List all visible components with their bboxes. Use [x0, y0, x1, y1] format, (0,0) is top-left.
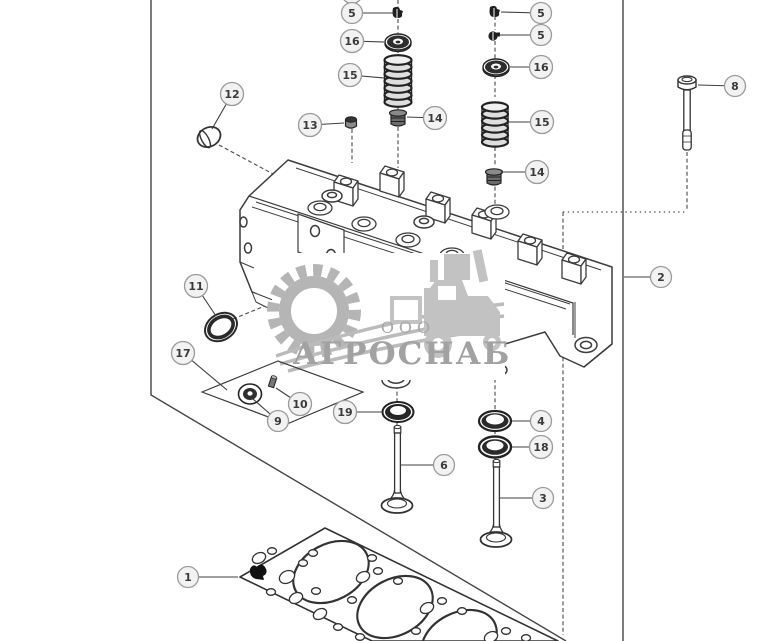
head-gasket-part	[240, 528, 558, 641]
valve-stem-seal-part	[486, 169, 503, 185]
callout-8	[698, 76, 746, 97]
callout-11	[185, 275, 217, 317]
callout-14	[407, 107, 447, 130]
cup-plug-part	[194, 123, 224, 151]
svg-text:13: 13	[302, 118, 318, 132]
pin-part	[268, 375, 277, 388]
callout-12	[212, 83, 244, 130]
svg-text:9: 9	[274, 414, 282, 428]
svg-text:6: 6	[440, 458, 448, 472]
callout-14	[501, 161, 549, 184]
spring-retainer-part	[385, 34, 411, 52]
svg-text:8: 8	[731, 79, 739, 93]
svg-text:1: 1	[184, 570, 192, 584]
svg-text:11: 11	[188, 279, 204, 293]
callout-18	[512, 436, 553, 459]
washer-part	[479, 437, 511, 458]
callout-2	[624, 267, 672, 288]
svg-text:14: 14	[529, 165, 545, 179]
svg-text:15: 15	[342, 68, 358, 82]
valve-keeper-part	[490, 6, 501, 17]
spring-retainer-part	[483, 59, 509, 77]
callout-3	[499, 488, 554, 509]
callout-1	[178, 567, 239, 588]
valve-spring-part	[482, 102, 508, 146]
grommet-part	[239, 384, 262, 404]
callout-15	[509, 111, 554, 134]
callout-6	[400, 455, 455, 476]
callout-5	[499, 25, 552, 46]
callout-5	[501, 3, 552, 24]
callout-5	[342, 3, 395, 24]
svg-text:19: 19	[337, 405, 353, 419]
svg-text:12: 12	[224, 87, 240, 101]
valve-spring-part	[385, 55, 412, 107]
svg-text:14: 14	[427, 111, 443, 125]
watermark	[272, 249, 511, 380]
svg-text:10: 10	[292, 397, 308, 411]
svg-text:5: 5	[348, 6, 356, 20]
svg-text:3: 3	[539, 491, 547, 505]
callout-16	[510, 56, 553, 79]
svg-text:16: 16	[533, 60, 549, 74]
svg-text:5: 5	[537, 6, 545, 20]
svg-text:18: 18	[533, 440, 549, 454]
valve-stem-seal-part	[390, 110, 407, 126]
callout-13	[299, 114, 345, 137]
valve-rotator-part	[383, 402, 414, 422]
callout-15	[339, 64, 385, 87]
svg-text:15: 15	[534, 115, 550, 129]
svg-text:4: 4	[537, 414, 545, 428]
seal-ring-part	[200, 307, 243, 347]
callout-9	[253, 399, 289, 432]
exhaust-valve-part	[481, 459, 512, 547]
watermark-ooo-text: ООО	[380, 318, 436, 337]
svg-text:16: 16	[344, 34, 360, 48]
valve-keeper-part	[393, 7, 404, 18]
callout-16	[341, 30, 385, 53]
svg-text:2: 2	[657, 270, 665, 284]
head-bolt-part	[678, 76, 696, 150]
svg-text:17: 17	[175, 346, 191, 360]
valve-keeper-part	[488, 31, 500, 40]
svg-text:5: 5	[537, 28, 545, 42]
intake-valve-part	[382, 425, 413, 513]
washer-part	[479, 411, 511, 431]
watermark-brand-text: АГРОСНАБ	[292, 336, 512, 372]
sealing-plug-part	[346, 117, 357, 128]
callout-17	[172, 342, 228, 391]
callout-4	[512, 411, 552, 432]
callout-19	[334, 401, 383, 424]
